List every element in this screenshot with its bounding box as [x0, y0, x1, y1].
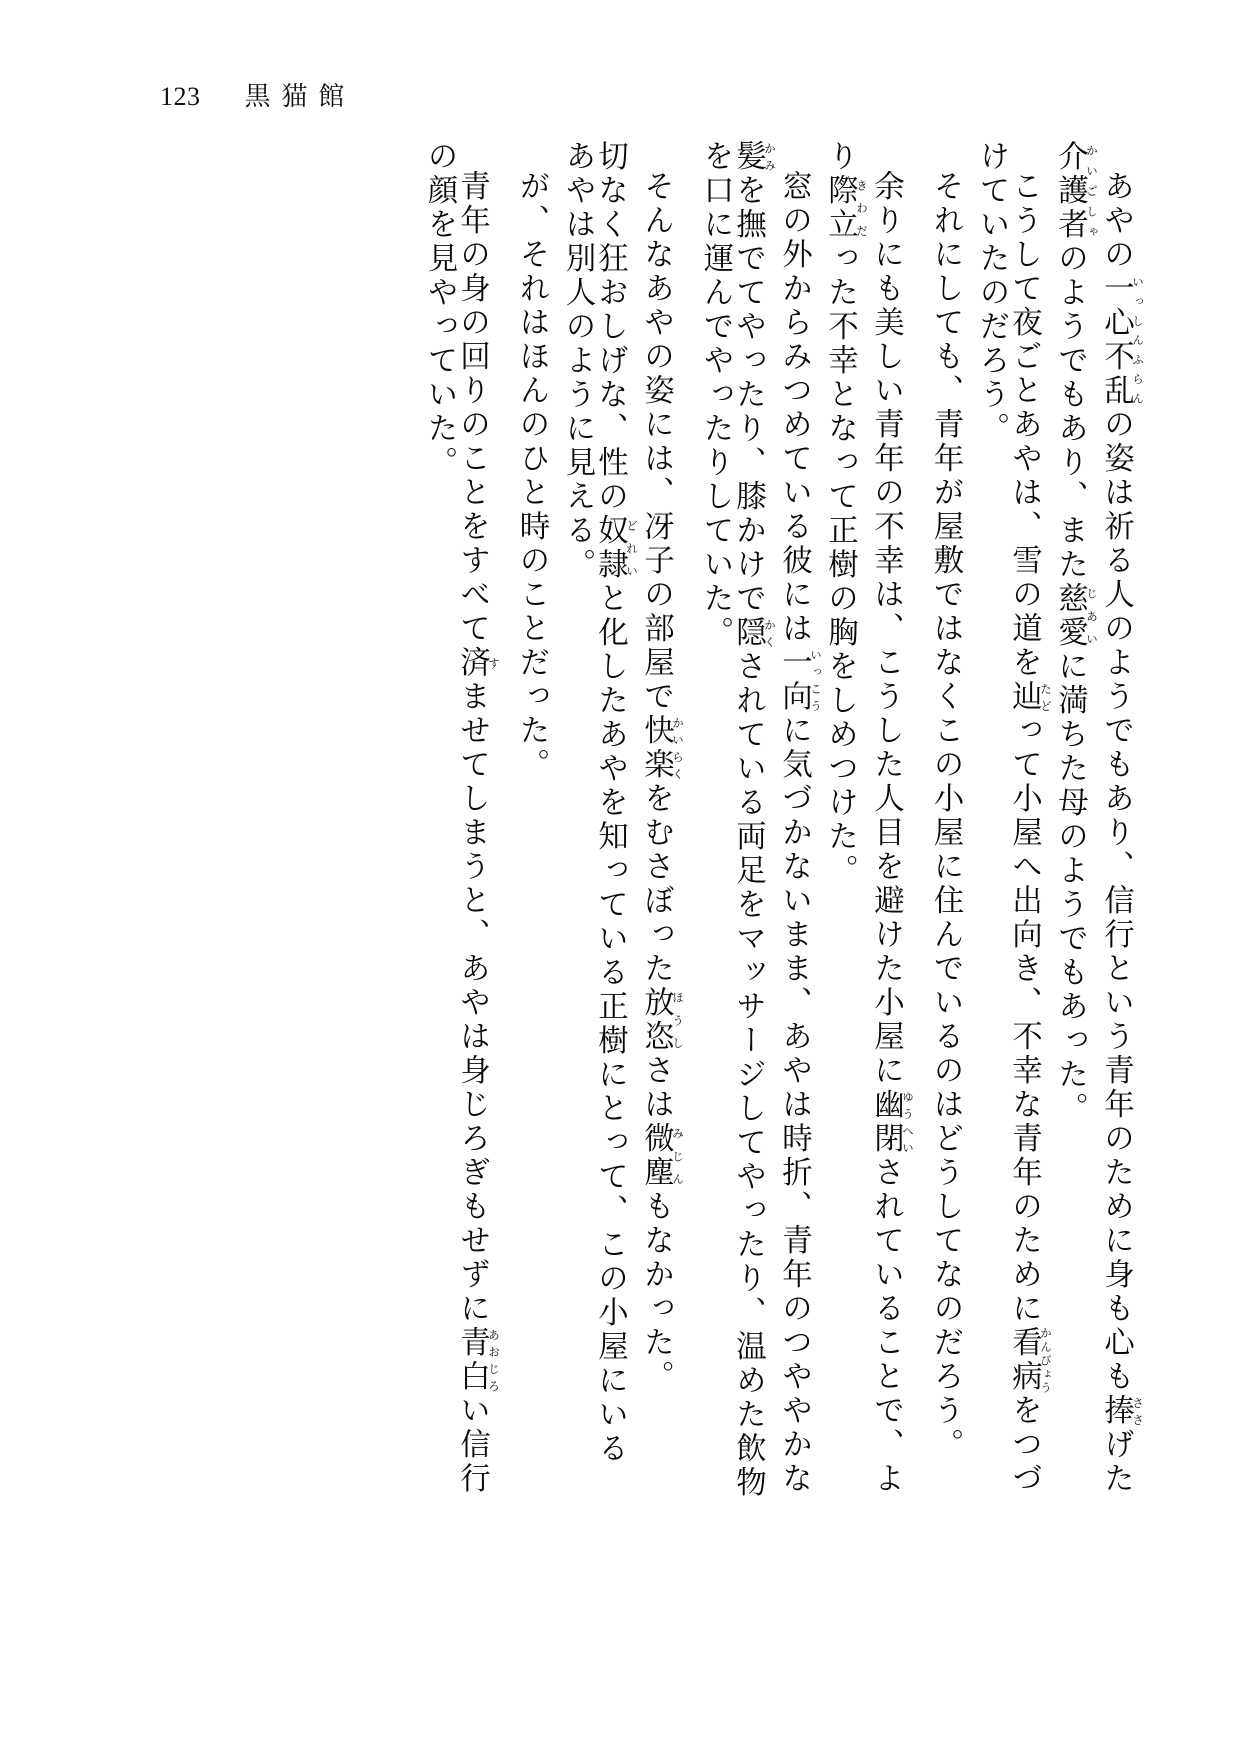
- furigana: ささ: [1131, 1394, 1145, 1429]
- furigana: どれい: [625, 514, 639, 583]
- page-folio: 123: [160, 82, 201, 111]
- furigana: たど: [1039, 680, 1053, 715]
- text-column: あやの一心不乱いっしんふらんの姿は祈る人のようでもあり、信行という青年のために身も心も捧ささげた: [1098, 170, 1145, 1497]
- ruby-group: 辿たど: [1006, 680, 1053, 715]
- ruby-group: 快楽かいらく: [638, 714, 685, 783]
- ruby-group: 微塵みじん: [638, 1122, 685, 1191]
- furigana: ゆうへい: [901, 1088, 915, 1157]
- text-column: り際立きわだった不幸となって正樹の胸をしめつけた。: [822, 140, 869, 889]
- text-column: の顔を見やっていた。: [422, 140, 457, 481]
- text-column: 介護者かいごしゃのようでもあり、また慈愛じあいに満ちた母のようでもあった。: [1052, 140, 1099, 1127]
- furigana: かいらく: [671, 714, 685, 783]
- furigana: いっこう: [809, 646, 823, 715]
- furigana: じあい: [1085, 582, 1099, 651]
- text-column: 髪かみを撫でてやったり、膝かけで隠かくされている両足をマッサージしてやったり、温めた飲物: [730, 140, 777, 1501]
- text-column: 窓の外からみつめている彼には一向いっこうに気づかないまま、あやは時折、青年のつややかな: [776, 170, 823, 1497]
- ruby-group: 放恣ほうし: [638, 986, 685, 1055]
- ruby-group: 髪かみ: [730, 140, 777, 175]
- furigana: あおじろ: [487, 1326, 501, 1395]
- text-column: それにしても、青年が屋敷ではなくこの小屋に住んでいるのはどうしてなのだろう。: [928, 170, 963, 1463]
- furigana: す: [487, 646, 501, 681]
- ruby-group: 隠かく: [730, 616, 777, 651]
- ruby-group: 一向いっこう: [776, 646, 823, 715]
- vertical-text-body: [134, 140, 1144, 1600]
- ruby-group: 一心不乱いっしんふらん: [1098, 272, 1145, 409]
- ruby-group: 看病かんびょう: [1006, 1326, 1053, 1395]
- text-column: あやは別人のように見える。: [560, 140, 595, 583]
- ruby-group: 際立きわだ: [822, 174, 869, 243]
- furigana: かんびょう: [1039, 1326, 1053, 1395]
- furigana: いっしんふらん: [1131, 272, 1145, 409]
- running-head: [160, 76, 355, 113]
- text-column: が、それはほんのひと時のことだった。: [514, 170, 549, 783]
- ruby-group: 慈愛じあい: [1052, 582, 1099, 651]
- ruby-group: 捧ささ: [1098, 1394, 1145, 1429]
- ruby-group: 介護者かいごしゃ: [1052, 140, 1099, 243]
- text-column: けていたのだろう。: [974, 140, 1009, 447]
- furigana: かいごしゃ: [1085, 140, 1099, 243]
- text-column: こうして夜ごとあやは、雪の道を辿たどって小屋へ出向き、不幸な青年のために看病かんびょうをつづ: [1006, 170, 1053, 1497]
- text-column: そんなあやの姿には、冴子の部屋で快楽かいらくをむさぼった放恣ほうしさは微塵みじんもなかった。: [638, 170, 685, 1395]
- furigana: きわだ: [855, 174, 869, 243]
- ruby-group: 幽閉ゆうへい: [868, 1088, 915, 1157]
- running-title: 黒猫館: [244, 82, 356, 112]
- ruby-group: 済す: [454, 646, 501, 681]
- ruby-group: 青白あおじろ: [454, 1326, 501, 1395]
- text-column: 余りにも美しい青年の不幸は、こうした人目を避けた小屋に幽閉ゆうへいされていることで、よ: [868, 170, 915, 1497]
- furigana: かみ: [763, 140, 777, 174]
- text-column: を口に運んでやったりしていた。: [698, 140, 733, 651]
- furigana: ほうし: [671, 986, 685, 1055]
- text-column: 切なく狂おしげな、性の奴隷どれいと化したあやを知っている正樹にとって、この小屋にいる: [592, 140, 639, 1467]
- furigana: みじん: [671, 1122, 685, 1191]
- ruby-group: 奴隷どれい: [592, 514, 639, 583]
- text-column: 青年の身の回りのことをすべて済すませてしまうと、あやは身じろぎもせずに青白あおじろい信行: [454, 170, 501, 1497]
- furigana: かく: [763, 616, 777, 651]
